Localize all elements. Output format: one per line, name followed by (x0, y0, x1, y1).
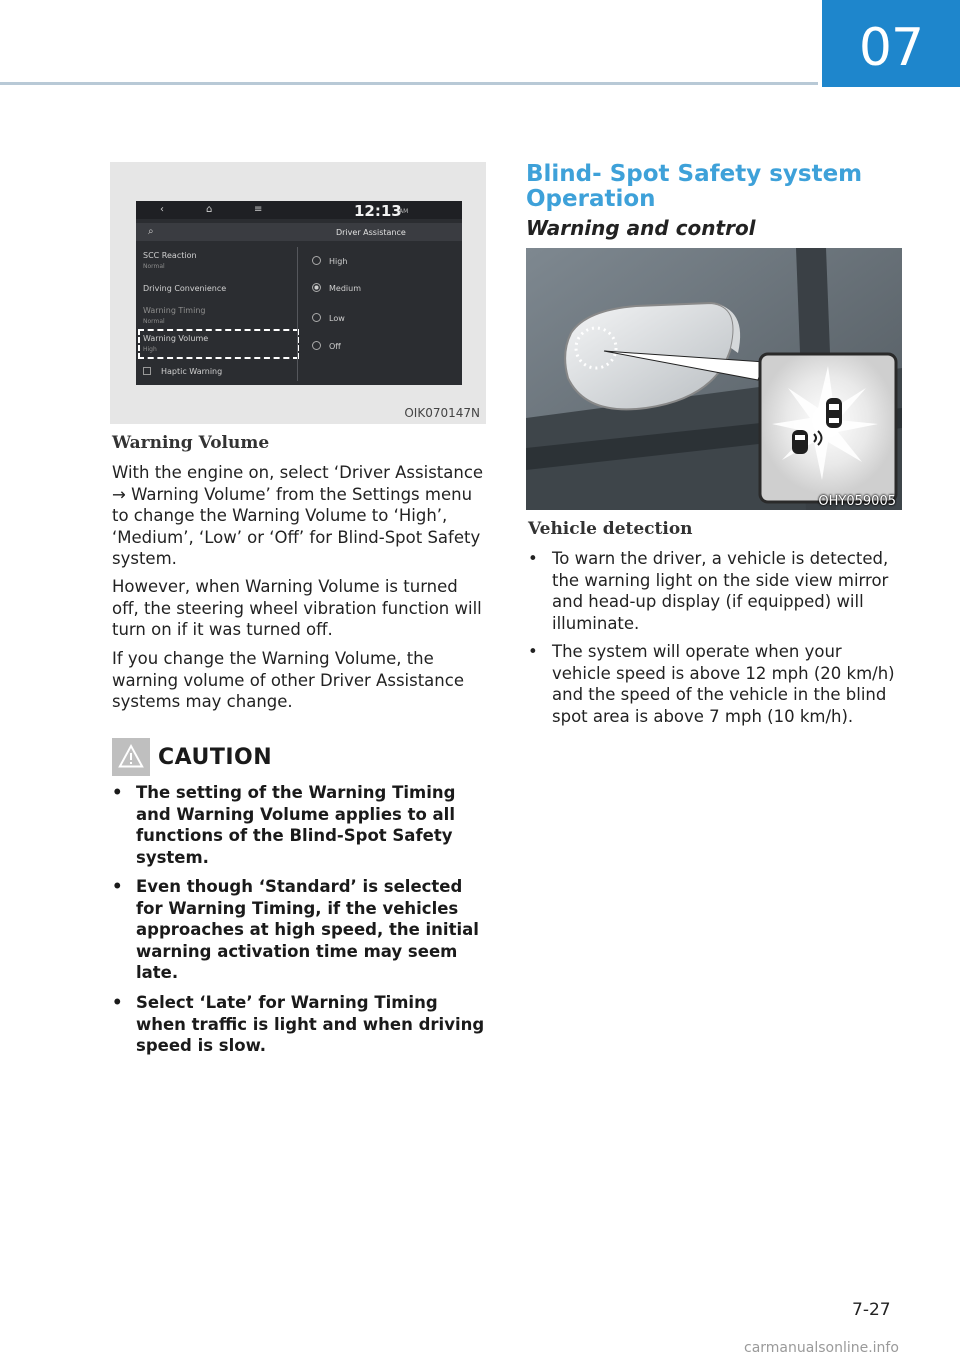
menu-icon: ≡ (254, 204, 263, 215)
detection-item (528, 641, 904, 727)
screen-title: Driver Assistance (336, 228, 406, 237)
menu-sub-warning-timing: Normal (143, 318, 165, 325)
caution-item (112, 992, 490, 1057)
header-rule (0, 82, 818, 85)
bullet: • (528, 642, 538, 661)
figure-caption: OIK070147N (404, 406, 480, 420)
subheading-warning-control: Warning and control (526, 216, 756, 240)
screen-divider (297, 247, 298, 381)
caution-title: CAUTION (158, 745, 273, 770)
bullet: • (112, 877, 123, 896)
screen-ampm: AM (399, 208, 409, 215)
watermark-text: carmanualsonline.info (744, 1340, 899, 1356)
infotainment-screen (136, 201, 462, 385)
menu-item-haptic-warning (143, 367, 222, 376)
caution-item-text: The setting of the Warning Timing and Warning Volume applies to all functions of the Blind-Spot Safety system. (136, 783, 456, 867)
figure-caption: OHY059005 (818, 494, 896, 509)
caution-warning-icon (112, 738, 150, 776)
settings-screen-figure (110, 162, 486, 424)
screen-clock: 12:13 (354, 202, 402, 220)
option-low (312, 313, 345, 323)
bullet: • (528, 549, 538, 568)
menu-item-warning-volume: Warning Volume (143, 334, 209, 343)
caution-item (112, 782, 490, 868)
paragraph: However, when Warning Volume is turned off, the steering wheel vibration function will turn on if it was turned off. (112, 577, 482, 639)
radio-selected-icon (312, 283, 321, 292)
search-icon: ⌕ (148, 226, 154, 237)
option-off-label: Off (329, 342, 341, 351)
radio-icon (312, 313, 321, 322)
home-icon: ⌂ (206, 204, 213, 215)
menu-item-warning-timing: Warning Timing (143, 306, 206, 315)
paragraph: With the engine on, select ‘Driver Assistance → Warning Volume’ from the Settings menu to change the Warning Volume to ‘High’, ‘Medium’, ‘Low’ or ‘Off’ for Blind-Spot Safety system. (112, 463, 484, 568)
option-high (312, 256, 347, 266)
option-low-label: Low (329, 314, 345, 323)
menu-item-driving-convenience: Driving Convenience (143, 284, 227, 293)
menu-item-scc-reaction: SCC Reaction (143, 251, 197, 260)
page-number: 7-27 (852, 1300, 891, 1320)
chapter-number: 07 (858, 18, 924, 78)
detection-item-text: To warn the driver, a vehicle is detected, the warning light on the side view mirror and head-up display (if equipped) will illuminate. (552, 549, 889, 633)
warning-volume-highlight (138, 329, 299, 359)
section-heading-vehicle-detection: Vehicle detection (528, 519, 693, 539)
caution-item-text: Select ‘Late’ for Warning Timing when traffic is light and when driving speed is slow. (136, 993, 485, 1055)
menu-sub-warning-volume: High (143, 346, 157, 353)
detection-item (528, 548, 904, 634)
section-heading-warning-volume: Warning Volume (112, 433, 270, 453)
section-heading-blind-spot: Blind- Spot Safety system Operation (526, 161, 863, 212)
side-mirror-figure (526, 248, 902, 510)
haptic-warning-label: Haptic Warning (161, 367, 223, 376)
radio-icon (312, 256, 321, 265)
paragraph: If you change the Warning Volume, the warning volume of other Driver Assistance systems may change. (112, 649, 464, 711)
radio-icon (312, 341, 321, 350)
screen-title-bar (136, 223, 462, 241)
menu-sub-scc-reaction: Normal (143, 263, 165, 270)
option-high-label: High (329, 257, 348, 266)
option-medium-label: Medium (329, 284, 361, 293)
bullet: • (112, 783, 123, 802)
back-icon: ‹ (160, 204, 164, 215)
caution-item (112, 876, 490, 984)
option-off (312, 341, 341, 351)
screen-top-bar (136, 201, 462, 219)
chapter-tab (822, 0, 960, 87)
option-medium (312, 283, 361, 293)
caution-item-text: Even though ‘Standard’ is selected for Warning Timing, if the vehicles approaches at high speed, the initial warning activation time may seem late. (136, 877, 479, 982)
side-mirror-illustration (526, 248, 902, 510)
checkbox-icon (143, 367, 151, 375)
detection-item-text: The system will operate when your vehicle speed is above 12 mph (20 km/h) and the speed of the vehicle in the blind spot area is above 7 mph (10 km/h). (552, 642, 895, 726)
bullet: • (112, 993, 123, 1012)
